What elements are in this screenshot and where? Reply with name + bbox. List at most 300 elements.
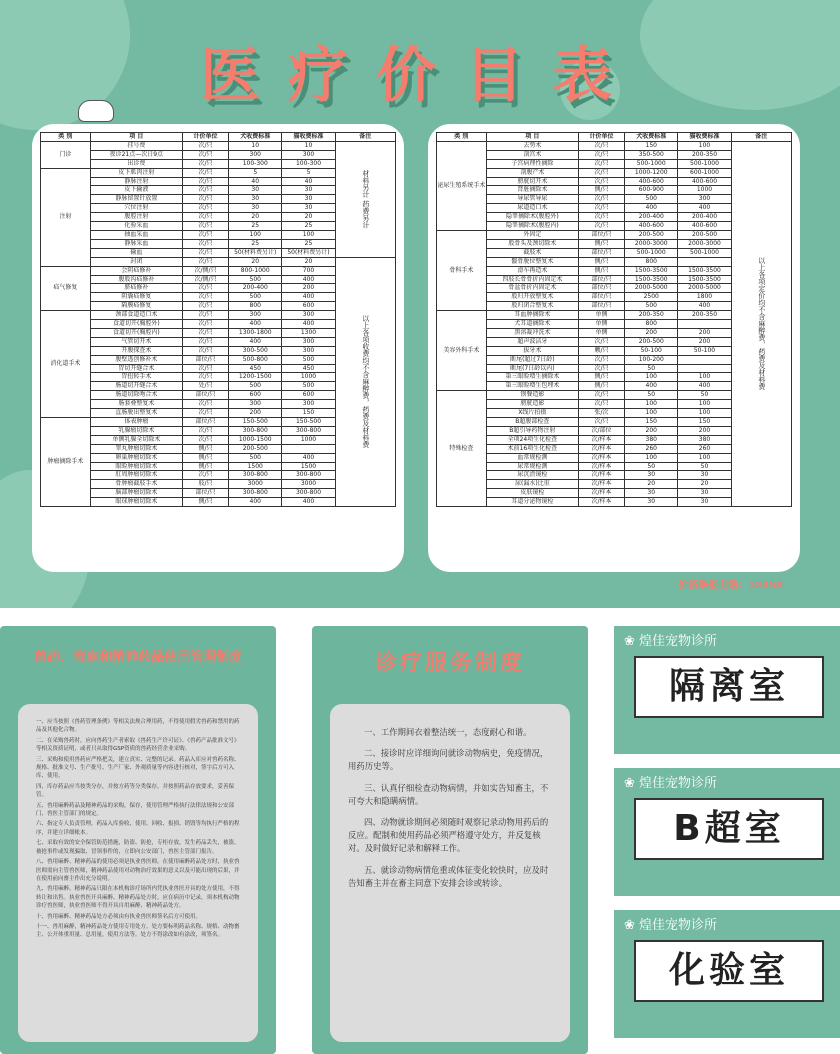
table-cell: 400 bbox=[282, 293, 335, 302]
table-cell: 500-1000 bbox=[625, 159, 678, 168]
table-cell: 300 bbox=[282, 346, 335, 355]
table-cell: 200-350 bbox=[678, 150, 731, 159]
table-header: 计价单位 bbox=[182, 133, 228, 142]
table-cell: 阴囊疝修复 bbox=[90, 293, 182, 302]
table-cell: 50 bbox=[625, 391, 678, 400]
table-cell: 300-500 bbox=[229, 346, 282, 355]
table-cell: 3000 bbox=[282, 480, 335, 489]
table-cell: 500-800 bbox=[229, 355, 282, 364]
table-cell: 500 bbox=[229, 453, 282, 462]
table-cell: X线片拍摄 bbox=[486, 409, 578, 418]
table-cell: 200 bbox=[678, 426, 731, 435]
table-cell: 次/只 bbox=[578, 418, 624, 427]
table-cell: 拔牙术 bbox=[486, 346, 578, 355]
remark-cell: 以上各项收费均不含麻醉费，药费及材料费 bbox=[335, 257, 395, 506]
table-cell: 25 bbox=[282, 239, 335, 248]
table-cell: 200-500 bbox=[625, 230, 678, 239]
clinic-name: ❀ 煌佳宠物诊所 bbox=[624, 918, 718, 933]
table-cell: 50(材料费另计) bbox=[229, 248, 282, 257]
table-cell: 400 bbox=[229, 337, 282, 346]
table-cell: 10 bbox=[282, 141, 335, 150]
table-cell: 次/只 bbox=[182, 186, 228, 195]
table-cell: 超声波洁牙 bbox=[486, 337, 578, 346]
table-cell: 隐睾摘除术(腹腔外) bbox=[486, 213, 578, 222]
category-cell: 泌尿生殖系统手术 bbox=[437, 141, 487, 230]
table-cell: 400 bbox=[282, 275, 335, 284]
table-cell bbox=[678, 257, 731, 266]
table-cell: 600 bbox=[282, 391, 335, 400]
table-cell: 1500 bbox=[229, 462, 282, 471]
table-cell: 1000-1200 bbox=[625, 168, 678, 177]
table-cell: 次/只 bbox=[182, 328, 228, 337]
table-cell: 肛周肿瘤切除术 bbox=[90, 471, 182, 480]
table-cell: 次/只 bbox=[578, 141, 624, 150]
remark-cell: 材料另计 药费另计 bbox=[335, 141, 395, 257]
table-cell: 600-900 bbox=[625, 186, 678, 195]
table-cell: 300 bbox=[229, 311, 282, 320]
table-cell: 尿道造口术 bbox=[486, 204, 578, 213]
table-cell: 单侧乳腺全切除术 bbox=[90, 435, 182, 444]
table-cell: 2500 bbox=[625, 293, 678, 302]
rule-paragraph: 二、在采购兽药时，应向兽药生产者索取《兽药生产许可证》、《兽药产品批准文号》等相关资质证明，或者只从取得GSP资质的兽药经营企业采购。 bbox=[36, 737, 240, 753]
table-cell: 开腹探查术 bbox=[90, 346, 182, 355]
table-cell: 1000-1500 bbox=[229, 435, 282, 444]
table-cell: 30 bbox=[625, 489, 678, 498]
table-cell: 部位/只 bbox=[182, 418, 228, 427]
table-cell: 尿(漏水)比重 bbox=[486, 480, 578, 489]
table-cell: 单侧 bbox=[578, 320, 624, 329]
table-cell: 剖腹产术 bbox=[486, 168, 578, 177]
table-cell: 侧/只 bbox=[578, 382, 624, 391]
table-cell: 次/样本 bbox=[578, 480, 624, 489]
table-cell: 侧/只 bbox=[182, 453, 228, 462]
table-cell: 次/侧/只 bbox=[182, 275, 228, 284]
table-cell: 部位/只 bbox=[578, 293, 624, 302]
table-cell: 100-300 bbox=[282, 159, 335, 168]
table-cell: 450 bbox=[229, 364, 282, 373]
table-cell: 100 bbox=[625, 400, 678, 409]
table-cell: 1500 bbox=[282, 462, 335, 471]
table-cell: 500 bbox=[282, 355, 335, 364]
table-cell: 350-500 bbox=[625, 150, 678, 159]
clinic-name: ❀ 煌佳宠物诊所 bbox=[624, 776, 718, 791]
table-cell: 100 bbox=[625, 373, 678, 382]
table-cell: 1500-3500 bbox=[678, 275, 731, 284]
table-cell: 次/只 bbox=[182, 346, 228, 355]
service-paragraph: 四、动物就诊期间必须随时观察记录动物用药后的反应。配制和使用药品必须严格遵守处方，并反复核对。及时做好记录和解释工作。 bbox=[348, 817, 549, 854]
table-cell: 100 bbox=[678, 453, 731, 462]
table-cell: 部位/只 bbox=[578, 248, 624, 257]
table-cell: 100 bbox=[625, 409, 678, 418]
table-cell: 200-400 bbox=[625, 213, 678, 222]
table-cell: 300-800 bbox=[229, 426, 282, 435]
table-cell: 侧/只 bbox=[578, 257, 624, 266]
table-cell: 次/只 bbox=[182, 177, 228, 186]
table-cell: 静脉留置针放置 bbox=[90, 195, 182, 204]
table-cell: 次/只 bbox=[182, 435, 228, 444]
report-hotline: 价格举报电话：12358 bbox=[678, 580, 783, 591]
table-cell: 次/只 bbox=[182, 159, 228, 168]
table-cell: 次/只 bbox=[578, 204, 624, 213]
table-cell bbox=[678, 355, 731, 364]
table-cell: 400-600 bbox=[625, 222, 678, 231]
table-cell: 侧/只 bbox=[182, 462, 228, 471]
table-cell: 次/样本 bbox=[578, 498, 624, 507]
room-name: 化验室 bbox=[634, 940, 824, 1002]
table-cell: 400-600 bbox=[625, 177, 678, 186]
table-cell: 侧/只 bbox=[182, 498, 228, 507]
table-cell: 500 bbox=[625, 302, 678, 311]
table-cell: 食道切开(胸腔内) bbox=[90, 328, 182, 337]
table-cell: 200-500 bbox=[625, 337, 678, 346]
table-cell: 食道切开(胸腔外) bbox=[90, 320, 182, 329]
table-cell: 静脉采血 bbox=[90, 239, 182, 248]
table-cell: 500-1000 bbox=[625, 248, 678, 257]
table-cell: 150 bbox=[625, 418, 678, 427]
category-cell: 消化道手术 bbox=[41, 311, 91, 418]
category-cell: 疝气修复 bbox=[41, 266, 91, 311]
table-cell: 150 bbox=[282, 409, 335, 418]
table-header: 项 目 bbox=[90, 133, 182, 142]
rules-body bbox=[18, 704, 258, 1042]
table-cell: 30 bbox=[229, 204, 282, 213]
table-cell: 睾丸肿瘤切除术 bbox=[90, 444, 182, 453]
table-cell: 200-350 bbox=[625, 311, 678, 320]
table-cell: 260 bbox=[678, 444, 731, 453]
table-cell: 400 bbox=[282, 453, 335, 462]
table-cell: 部位/只 bbox=[578, 230, 624, 239]
table-cell: 600 bbox=[229, 391, 282, 400]
table-cell: 300-800 bbox=[282, 471, 335, 480]
drug-rules-poster bbox=[0, 626, 276, 1054]
table-cell: 25 bbox=[282, 222, 335, 231]
table-cell: 次/部位 bbox=[578, 426, 624, 435]
table-cell: 次/只 bbox=[182, 293, 228, 302]
table-cell: 单侧 bbox=[578, 311, 624, 320]
table-cell: 穴位注射 bbox=[90, 204, 182, 213]
table-cell: 次/样本 bbox=[578, 435, 624, 444]
table-cell: 次/只 bbox=[182, 364, 228, 373]
table-cell: 3000 bbox=[229, 480, 282, 489]
table-cell: 断尾(7日龄以内) bbox=[486, 364, 578, 373]
table-cell: 1000 bbox=[282, 373, 335, 382]
table-cell: 2000-5000 bbox=[625, 284, 678, 293]
table-cell: 1500-3500 bbox=[625, 275, 678, 284]
table-cell: 单侧 bbox=[578, 328, 624, 337]
table-cell: 200-350 bbox=[678, 311, 731, 320]
table-header: 备注 bbox=[335, 133, 395, 142]
table-cell: 100-300 bbox=[229, 159, 282, 168]
table-cell: 30 bbox=[282, 204, 335, 213]
category-cell: 肿瘤摘除手术 bbox=[41, 418, 91, 507]
rule-paragraph: 十、兽用麻醉、精神药品处方必须由有执业兽医师签名后方可使用。 bbox=[36, 913, 202, 920]
table-cell: 次/样本 bbox=[578, 462, 624, 471]
rule-paragraph: 四、库存药品应当按类分存，并按方药等分类保存，并按照药品存放要求，妥善保管。 bbox=[36, 783, 235, 799]
table-cell: 500-1000 bbox=[678, 248, 731, 257]
table-cell: 150-500 bbox=[282, 418, 335, 427]
table-cell: 200 bbox=[678, 328, 731, 337]
table-cell: 1000 bbox=[678, 186, 731, 195]
table-cell: 部位/只 bbox=[578, 302, 624, 311]
table-cell: 次/样本 bbox=[578, 453, 624, 462]
table-cell: 100-200 bbox=[625, 355, 678, 364]
table-cell: 次/只 bbox=[182, 168, 228, 177]
table-cell: 侧/只 bbox=[182, 444, 228, 453]
table-cell: 300 bbox=[282, 400, 335, 409]
table-cell: 500 bbox=[229, 293, 282, 302]
table-cell: 膀胱造影 bbox=[486, 400, 578, 409]
table-cell: 次/只 bbox=[182, 302, 228, 311]
table-header: 类 别 bbox=[437, 133, 487, 142]
table-cell: 股归开放整复术 bbox=[486, 293, 578, 302]
table-cell: 尿沉渣镜检 bbox=[486, 471, 578, 480]
table-cell: 2000-3000 bbox=[678, 239, 731, 248]
table-cell: 次/只 bbox=[182, 311, 228, 320]
table-cell: 5 bbox=[282, 168, 335, 177]
table-cell: 400-600 bbox=[678, 222, 731, 231]
table-cell: 20 bbox=[625, 480, 678, 489]
table-cell: 150 bbox=[625, 141, 678, 150]
table-cell: 次/只 bbox=[182, 426, 228, 435]
table-cell: 尿常规检测 bbox=[486, 462, 578, 471]
table-cell: 500-1000 bbox=[678, 159, 731, 168]
table-header: 猫收费标准 bbox=[678, 133, 731, 142]
table-cell: 脐疝修补 bbox=[90, 284, 182, 293]
table-cell: 200-400 bbox=[229, 284, 282, 293]
table-cell: 30 bbox=[229, 186, 282, 195]
table-header: 犬收费标准 bbox=[229, 133, 282, 142]
table-row bbox=[437, 141, 792, 150]
table-cell: 300-800 bbox=[229, 489, 282, 498]
table-cell: 500 bbox=[282, 382, 335, 391]
table-cell: 化验采血 bbox=[90, 222, 182, 231]
table-cell: 800 bbox=[625, 320, 678, 329]
table-cell: 部位/只 bbox=[182, 391, 228, 400]
table-cell: 次/只 bbox=[182, 239, 228, 248]
table-cell: 800 bbox=[625, 257, 678, 266]
table-cell bbox=[678, 320, 731, 329]
table-cell: 胃扭转手术 bbox=[90, 373, 182, 382]
category-cell: 美容外科手术 bbox=[437, 311, 487, 391]
table-cell: 侧/只 bbox=[578, 373, 624, 382]
table-cell: 次/只 bbox=[578, 391, 624, 400]
table-cell: 20 bbox=[282, 257, 335, 266]
table-cell: 40 bbox=[282, 177, 335, 186]
table-cell: 次/只 bbox=[578, 195, 624, 204]
table-cell: 300 bbox=[282, 337, 335, 346]
table-header: 计价单位 bbox=[578, 133, 624, 142]
table-cell: 封闭 bbox=[90, 257, 182, 266]
table-cell: 导尿管导尿 bbox=[486, 195, 578, 204]
table-cell bbox=[282, 444, 335, 453]
table-cell: 耳血肿摘除术 bbox=[486, 311, 578, 320]
table-cell: 500 bbox=[625, 195, 678, 204]
table-cell: 50 bbox=[625, 462, 678, 471]
table-cell: 200 bbox=[229, 409, 282, 418]
table-cell: 200-500 bbox=[229, 444, 282, 453]
table-cell: 100 bbox=[678, 400, 731, 409]
table-cell: 800 bbox=[229, 302, 282, 311]
table-cell: 40 bbox=[229, 177, 282, 186]
table-cell: 450 bbox=[282, 364, 335, 373]
rule-paragraph: 六、指定专人负责管理，药品入库验收、使用、回收、报损、销毁等均执行严格的程序，并建立详细帐本。 bbox=[36, 821, 240, 836]
table-cell: 500 bbox=[229, 382, 282, 391]
table-cell: 200-400 bbox=[678, 213, 731, 222]
table-cell: 100 bbox=[678, 373, 731, 382]
table-cell: 夜诊21点—次日9点 bbox=[90, 150, 182, 159]
table-cell: 400 bbox=[229, 498, 282, 507]
table-cell: 300 bbox=[229, 150, 282, 159]
table-cell: 2000-3000 bbox=[625, 239, 678, 248]
table-cell: 次/只 bbox=[182, 141, 228, 150]
rule-paragraph: 一、应当按照《兽药管理条例》等相关法规合理用药，不得使用假劣兽药和禁用的药品及其他化合物。 bbox=[36, 719, 240, 734]
table-cell: 处/只 bbox=[182, 382, 228, 391]
table-cell bbox=[678, 364, 731, 373]
table-cell: 800-1000 bbox=[229, 266, 282, 275]
table-cell: 次/只 bbox=[182, 230, 228, 239]
category-cell: 门诊 bbox=[41, 141, 91, 168]
table-cell: 2000-5000 bbox=[678, 284, 731, 293]
table-cell: 黑溶凝冲洗术 bbox=[486, 328, 578, 337]
table-cell: 出诊费 bbox=[90, 159, 182, 168]
table-cell: 700 bbox=[282, 266, 335, 275]
table-cell: 200 bbox=[625, 426, 678, 435]
table-cell: 次/只 bbox=[578, 177, 624, 186]
table-cell: 部位/只 bbox=[578, 275, 624, 284]
table-cell: 300 bbox=[229, 400, 282, 409]
table-cell: 肠道切除吻合术 bbox=[90, 391, 182, 400]
category-cell: 骨科手术 bbox=[437, 230, 487, 310]
table-cell: 挂号费 bbox=[90, 141, 182, 150]
table-cell: 150-500 bbox=[229, 418, 282, 427]
table-cell: 30 bbox=[625, 498, 678, 507]
table-cell: 600 bbox=[282, 302, 335, 311]
table-cell: 肠套叠整复术 bbox=[90, 400, 182, 409]
table-header: 犬收费标准 bbox=[625, 133, 678, 142]
service-rules-poster bbox=[312, 626, 588, 1054]
table-cell: 400 bbox=[678, 204, 731, 213]
table-cell: 次/只 bbox=[182, 257, 228, 266]
room-name: B超室 bbox=[634, 798, 824, 860]
table-cell: 次/只 bbox=[182, 213, 228, 222]
table-cell: 50 bbox=[678, 391, 731, 400]
table-cell: 400-600 bbox=[678, 177, 731, 186]
table-cell: 胃切开缝合术 bbox=[90, 364, 182, 373]
service-paragraph: 一、工作期间衣着整洁统一，态度耐心和谐。 bbox=[364, 727, 532, 737]
table-cell: 次/样本 bbox=[578, 489, 624, 498]
table-cell: 25 bbox=[229, 239, 282, 248]
table-cell: 200 bbox=[625, 328, 678, 337]
service-title: 诊疗服务制度 bbox=[374, 651, 525, 676]
table-cell: 部位/只 bbox=[182, 355, 228, 364]
table-cell: 抽血采血 bbox=[90, 230, 182, 239]
rule-paragraph: 五、兽用麻醉药品及精神药品的采购，保存，使用管理严格执行法律法规和公安部门、兽医主管部门的规定。 bbox=[36, 802, 235, 818]
table-cell: 肢/只 bbox=[182, 480, 228, 489]
table-cell: 20 bbox=[282, 213, 335, 222]
rule-paragraph: 七、采取有效的安全保管防范措施，防盗、防抢，专柜存放，发生药品丢失，被盗，被抢事件或发现骗取、冒领事件的，立即向公安部门，兽医主管部门报告。 bbox=[36, 840, 240, 855]
table-cell: 隐睾摘除术(腹腔内) bbox=[486, 222, 578, 231]
table-cell: 钡餐造影 bbox=[486, 391, 578, 400]
room-name: 隔离室 bbox=[634, 656, 824, 718]
table-cell: 20 bbox=[229, 257, 282, 266]
table-header: 备注 bbox=[731, 133, 791, 142]
table-cell: 400 bbox=[678, 302, 731, 311]
table-cell: 1500-3500 bbox=[625, 266, 678, 275]
room-sign bbox=[614, 626, 840, 754]
table-cell: 卵巢肿瘤切除术 bbox=[90, 453, 182, 462]
table-cell: 次/样本 bbox=[578, 444, 624, 453]
table-cell: 1300-1800 bbox=[229, 328, 282, 337]
table-cell: 30 bbox=[282, 186, 335, 195]
table-cell: 次/只 bbox=[182, 204, 228, 213]
table-cell: 次/只 bbox=[578, 150, 624, 159]
table-cell: 100 bbox=[678, 409, 731, 418]
service-paragraph: 二、接诊时应详细询问就诊动物病史，免疫情况，用药历史等。 bbox=[348, 748, 549, 772]
table-cell: 皮下输液 bbox=[90, 186, 182, 195]
table-header: 类 别 bbox=[41, 133, 91, 142]
table-cell: 次/只 bbox=[182, 284, 228, 293]
room-sign bbox=[614, 768, 840, 896]
table-cell: 200 bbox=[282, 284, 335, 293]
table-cell: 部位/只 bbox=[578, 284, 624, 293]
table-cell: 气管切开术 bbox=[90, 337, 182, 346]
table-cell: 20 bbox=[678, 480, 731, 489]
rule-paragraph: 八、兽用麻醉、精神药品的使用必须是执业兽医师，在使用麻醉药品处方时，执业兽医师需向主管兽医师，精神药品使用对动物治疗效果的意义以及可能出现的后果，并在使用前向畜主作出充分说明。 bbox=[36, 859, 240, 882]
table-cell: 300 bbox=[282, 150, 335, 159]
table-cell: 去势术 bbox=[486, 141, 578, 150]
table-cell: 体表肿瘤 bbox=[90, 418, 182, 427]
table-cell: 第三眼睑增生包埋术 bbox=[486, 382, 578, 391]
table-cell: 眼睑肿瘤切除术 bbox=[90, 462, 182, 471]
table-cell: 30 bbox=[282, 195, 335, 204]
table-cell: 50 bbox=[625, 364, 678, 373]
table-cell: 腹股沟疝修补 bbox=[90, 275, 182, 284]
table-cell: 1200-1500 bbox=[229, 373, 282, 382]
table-cell: 1500-3500 bbox=[678, 266, 731, 275]
table-cell: 600-1000 bbox=[678, 168, 731, 177]
table-cell: 300-800 bbox=[282, 426, 335, 435]
table-cell: 子宫病理性摘除 bbox=[486, 159, 578, 168]
table-cell: 骨肿瘤截肢手术 bbox=[90, 480, 182, 489]
table-cell: 眼球肿瘤切除术 bbox=[90, 498, 182, 507]
table-cell: 次/只 bbox=[182, 373, 228, 382]
table-cell: 静脉注射 bbox=[90, 177, 182, 186]
service-body bbox=[330, 704, 570, 1042]
table-cell: 术前16项生化检查 bbox=[486, 444, 578, 453]
table-cell: 次/只 bbox=[578, 222, 624, 231]
table-cell: 1000 bbox=[282, 435, 335, 444]
table-cell: 血常规检测 bbox=[486, 453, 578, 462]
table-cell: 次/只 bbox=[578, 364, 624, 373]
table-row bbox=[41, 141, 396, 150]
table-cell: 30 bbox=[678, 498, 731, 507]
table-cell: 20 bbox=[229, 213, 282, 222]
table-cell: 腹腔注射 bbox=[90, 213, 182, 222]
table-cell: 10 bbox=[229, 141, 282, 150]
table-cell: 次/只 bbox=[578, 213, 624, 222]
table-cell: 次/只 bbox=[182, 195, 228, 204]
table-cell: 颗/只 bbox=[578, 346, 624, 355]
table-cell: 腹壁透创修补术 bbox=[90, 355, 182, 364]
table-cell: 输血 bbox=[90, 248, 182, 257]
table-cell: 100 bbox=[625, 453, 678, 462]
table-cell: 1800 bbox=[678, 293, 731, 302]
table-cell: 次/只 bbox=[182, 248, 228, 257]
table-cell: 截肢术 bbox=[486, 248, 578, 257]
table-cell: 次/只 bbox=[578, 168, 624, 177]
table-cell: 侧/只 bbox=[578, 186, 624, 195]
cat-illustration-icon bbox=[78, 100, 114, 122]
